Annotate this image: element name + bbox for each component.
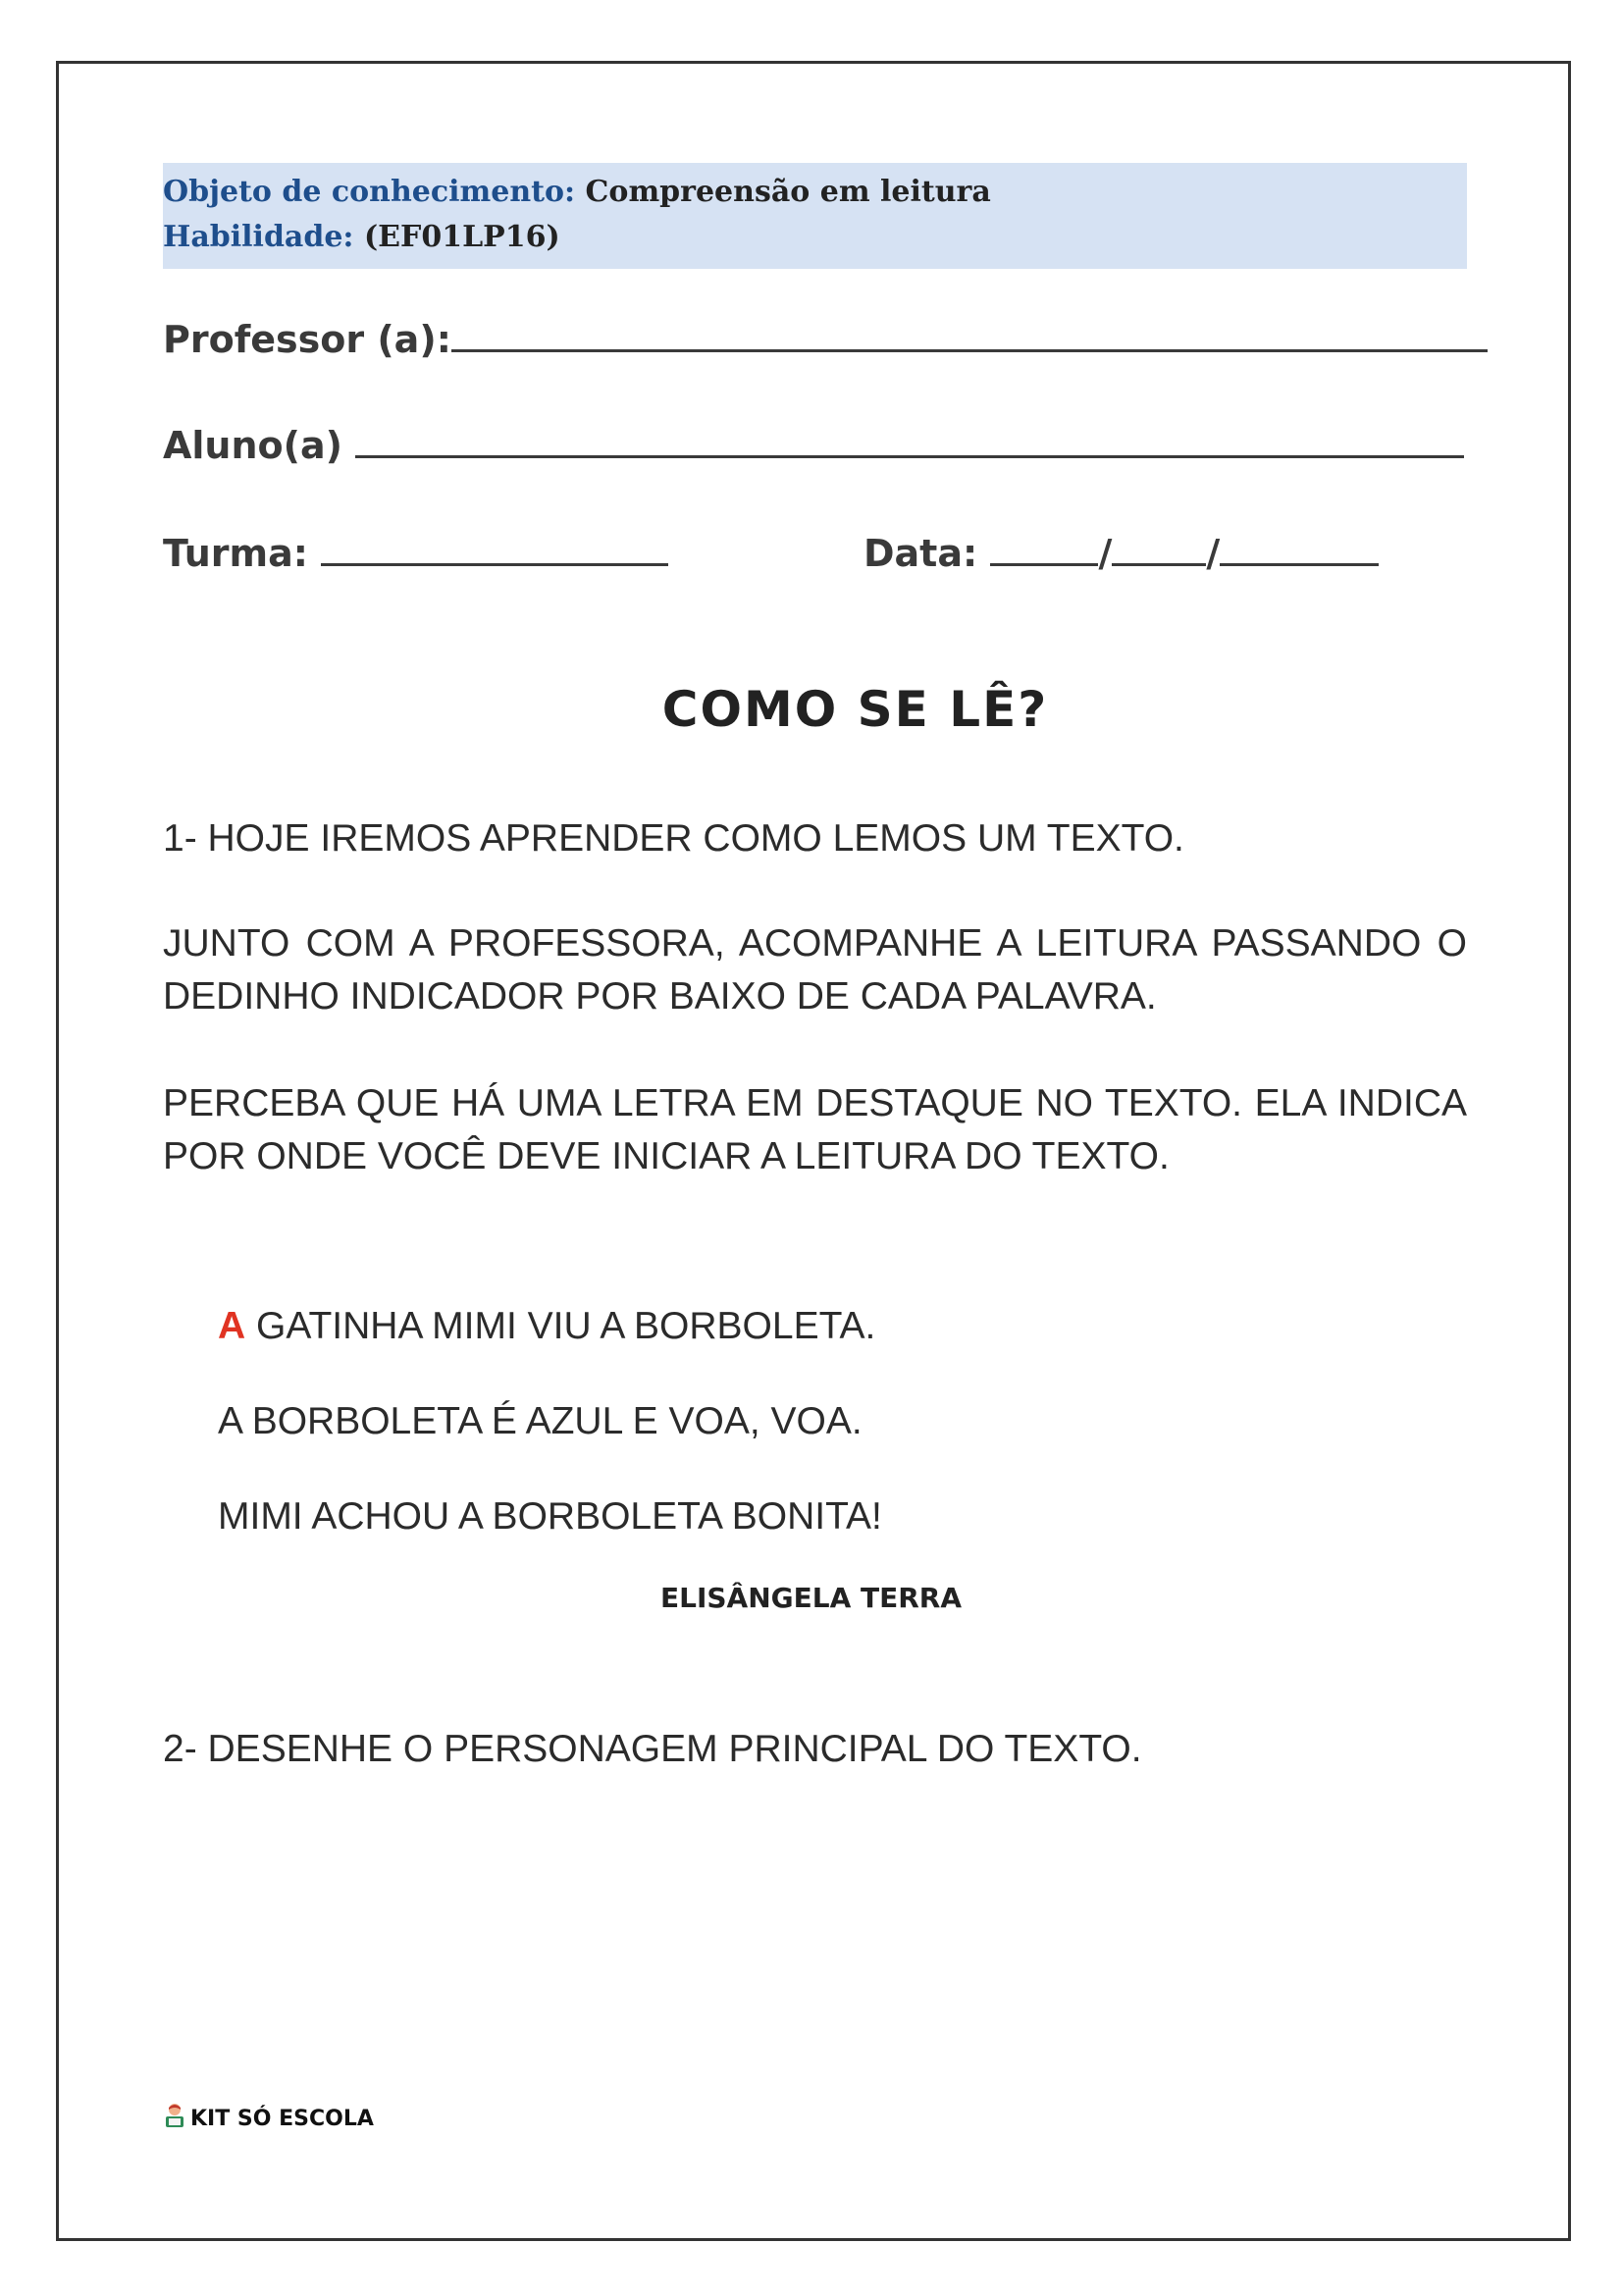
instruction-paragraph-1 (163, 917, 1467, 1023)
instruction-2-line-1: PERCEBA QUE HÁ UMA LETRA EM DESTAQUE NO TEXTO. ELA INDICA (163, 1082, 1467, 1124)
instruction-1-line-2: DEDINHO INDICADOR POR BAIXO DE CADA PALAVRA. (163, 975, 1157, 1018)
aluno-label: Aluno(a) (163, 424, 343, 467)
data-month-line[interactable] (1112, 530, 1206, 566)
logo-text: KIT SÓ ESCOLA (190, 2106, 374, 2131)
question-2: 2- DESENHE O PERSONAGEM PRINCIPAL DO TEXTO. (163, 1728, 1142, 1770)
story-line-1-rest: GATINHA MIMI VIU A BORBOLETA. (245, 1305, 876, 1347)
habilidade-value: (EF01LP16) (353, 220, 560, 254)
objeto-label: Objeto de conhecimento: (163, 175, 576, 209)
professor-input-line[interactable] (451, 316, 1488, 352)
story-line-2: A BORBOLETA É AZUL E VOA, VOA. (218, 1400, 863, 1442)
highlight-letter: A (218, 1305, 246, 1347)
aluno-field (163, 422, 1464, 467)
objeto-value: Compreensão em leitura (575, 175, 991, 209)
date-separator: / (1098, 532, 1113, 575)
story-line-1 (218, 1300, 875, 1353)
habilidade-label: Habilidade: (163, 220, 354, 254)
professor-label: Professor (a): (163, 318, 451, 361)
story-author: ELISÂNGELA TERRA (659, 1582, 963, 1614)
instruction-1-line-1: JUNTO COM A PROFESSORA, ACOMPANHE A LEITURA PASSANDO O (163, 922, 1467, 965)
page-title: COMO SE LÊ? (661, 681, 1049, 738)
instruction-2-line-2: POR ONDE VOCÊ DEVE INICIAR A LEITURA DO TEXTO. (163, 1135, 1170, 1177)
professor-field (163, 316, 1488, 361)
turma-input-line[interactable] (321, 530, 668, 566)
instruction-paragraph-2 (163, 1077, 1467, 1183)
turma-field (163, 530, 668, 575)
data-field (863, 530, 1379, 575)
data-day-line[interactable] (990, 530, 1098, 566)
question-1: 1- HOJE IREMOS APRENDER COMO LEMOS UM TEXTO. (163, 817, 1184, 860)
child-reading-icon (163, 2102, 186, 2135)
objeto-line (163, 175, 991, 209)
turma-label: Turma: (163, 532, 308, 575)
data-label: Data: (863, 532, 978, 575)
habilidade-line (163, 220, 560, 254)
footer-logo (163, 2102, 374, 2135)
aluno-input-line[interactable] (355, 422, 1464, 458)
story-line-3: MIMI ACHOU A BORBOLETA BONITA! (218, 1495, 882, 1538)
header-box (163, 163, 1467, 269)
data-year-line[interactable] (1220, 530, 1379, 566)
date-separator: / (1206, 532, 1221, 575)
